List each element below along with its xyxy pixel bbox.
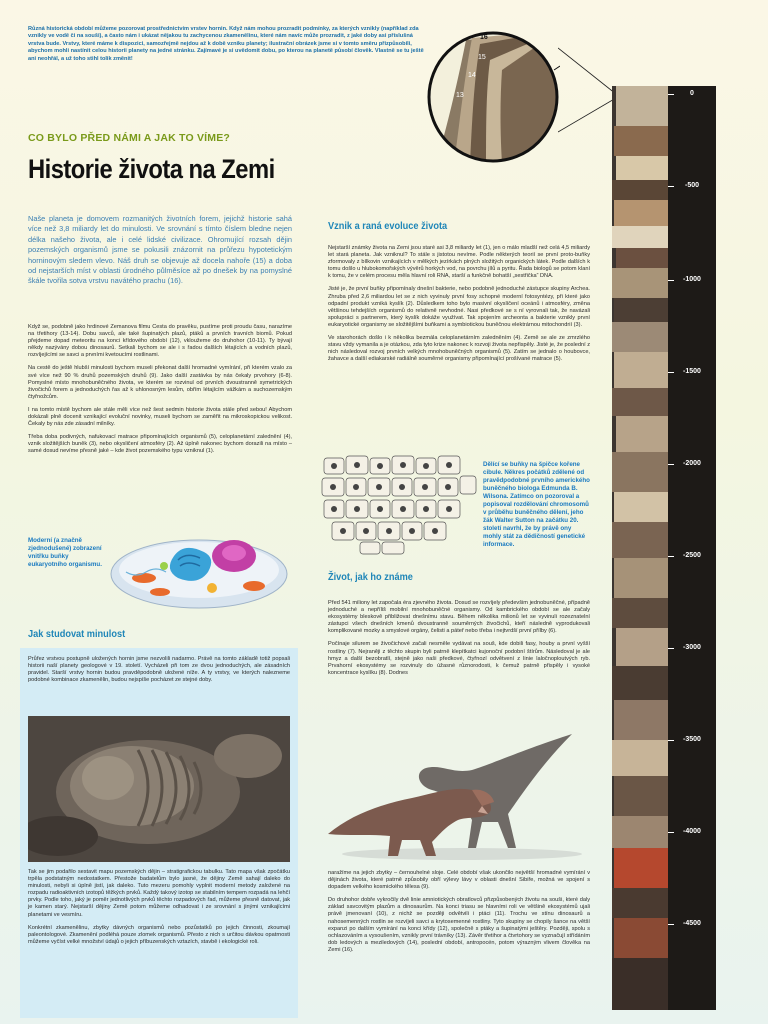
zoom-label-14: 14 [468, 72, 476, 79]
zoom-label-15: 15 [478, 54, 486, 61]
zoom-connector-lines [558, 40, 618, 150]
timeline-tick: -4500 [668, 920, 716, 927]
left-paragraph: I na tomto místě bychom ale stále měli více než šest sedmin historie života stále před sebou! Abychom dokázali plně docenit vznikající evoluční novinky, museli bychom se zaměřit na mikroskopickou velikost. Čekaly by nás zde zásadní milníky. [28, 406, 292, 428]
intro-note: Různá historická období můžeme pozorovat prostřednictvím vrstev hornin. Když nám mohou prozradit podmínky, za kterých vznikly (například zda vznikly ve vodě či na souši), a často nám i ukázat nějakou tu zachycenou zkamenělinu, které nám navíc může prozradit, z jaké doby asi příslušná vrstva bude. Vrstvy, které máme k dispozici, samozřejmě nejdou až k době vzniku planety; ilustrační obrázek jsme si v tomto směru přizpůsobili, abychom mohli nastínit celou historii planety na jedné stránku. Zajímavé je si uvědomit dobu, po kterou na planetě působí člověk. Vlastně se tu ještě ani neohřál, a už toho stihl tolik změnit! [28, 26, 424, 62]
trilobite-fossil-photo [28, 716, 290, 862]
strata-zoom-circle [426, 30, 560, 164]
timeline-tick: -3000 [668, 644, 716, 651]
study-paragraph: Tak se jim podařilo sestavit mapu pozemských dějin – stratigrafickou tabulku. Tato mapa však zpočátku trpěla podstatným nedostatkem. Přestože badatelům bylo jasné, že dějiny Země sahají daleko do minulosti, nebyli si úplně jistí, jak daleko. Tuto mezeru pomohly vyplnit moderní metody založené na rozpadu radioaktivních izotopů těžkých prvků. Každý takový izotop se stabilním tempem rozpadá na lehčí prvky. Podle toho, jaký je poměr jednotlivých prvků těchto rozpadových řad, můžeme přesně datovat, jak je kamen starý. Nejstarší dějiny Země potom můžeme odhadovat i ze srovnání s jinými vznikajícími planetami ve vesmíru. [28, 869, 290, 918]
kicker: CO BYLO PŘED NÁMI A JAK TO VÍME? [28, 132, 231, 144]
study-paragraph: Konkrétní zkamenělinu, zbytky dávných organismů nebo pozůstatků po jejich činnosti, zkoumají paleontologové. Zkamenění podléhá pouze zlomek organismů. Přesto z nich s určitou dávkou opatrnosti můžeme vyčíst velké množství údajů o jejich příbuzenských vztazích, stavbě i ekologické roli. [28, 924, 290, 945]
timeline-tick: 0 [668, 90, 716, 97]
timeline-tick: -3500 [668, 736, 716, 743]
left-paragraph: Když se, podobně jako hrdinové Zemanova filmu Cesta do pravěku, pustíme proti proudu času, narazíme na třetihory (13-14). Dobu savců, ale také šupinatých plazů, ptáků a prvních travních biomů. Pokud přejdeme dopad meteoritu na konci křídového období (12), vkloužeme do druhohor (10-11). Ty bývají někdy nazývány dobou dinosaurů. Setkali bychom se ale i s řadou dalších létajících a vodních plazů, rozvíjejícími se savci a prvními kvetoucími rostlinami. [28, 324, 292, 359]
timeline-tick: -4000 [668, 828, 716, 835]
timeline-scale [668, 86, 716, 1010]
life-paragraph: Do druhohor dobře vykročily dvě linie amniotických obratlovců přizpůsobených životu na souši, které daly základ savcovitým plazům a dinosaurům. Na konci triasu se hlavními roli ve většině ekosystémů ujali právě jmenovaní (10), z nichž se později odvětvili i ptáci (11). Trochu ve stínu dinosaurů a nahosemenných rostlin se rozvíjeli savci a krytosemenné rostliny. Tyto skupiny se chopily šance na větší expanzi po dalším vymírání na konci křídy (12), společně s ptáky a šupinatými ještěry. Později, spolu s ochlazováním a vysoušením, vznikly první trávníky (13). Závěr třetihor a čtvrtohory se vyznačují střídáním dob ledových a meziledových (14), poslední období, antropocén, potom výrazným vlivem člověka na Zemi (16). [328, 897, 590, 953]
timeline-tick: -2500 [668, 552, 716, 559]
origin-column [328, 245, 590, 363]
timeline-tick: -500 [668, 182, 716, 189]
life-column-continued [328, 870, 590, 954]
page-title: Historie života na Zemi [28, 154, 275, 184]
timeline-tick: -1000 [668, 276, 716, 283]
life-heading: Život, jak ho známe [328, 572, 413, 583]
origin-heading: Vznik a raná evoluce života [328, 221, 448, 232]
lead-paragraph: Naše planeta je domovem rozmanitých životních forem, jejichž historie sahá více než 3,8 miliardy let do minulosti. Ve srovnání s tímto číslem bledne nejen délka našeho života, ale i celé lidské civilizace. Ohromující rozsah dějin pozemských organismů jsme se pokusili znázornit na průřezu hypotetickým horninovým sledem vlevo. Náš druh se objevuje až docela nahoře (15) a doba od nejstarších míst v oblasti úrodného půlměsíce až po dnešek by na pomyslné škále tvořila sotva vrstvu navátého prachu (16). [28, 214, 292, 286]
life-column [328, 600, 590, 677]
life-paragraph: naražíme na jejich zbytky – černouhelné sloje. Celé období však ukončilo největší hromadné vymírání v dějinách života, které patrně způsobily obří výlevy lávy v oblasti dnešní Sibiře, možná ve spojení s dopadem velkého kosmického tělesa (9). [328, 870, 590, 891]
dinosaur-illustration [322, 724, 592, 864]
rock-strata-column [612, 86, 668, 1010]
study-heading: Jak studovat minulost [28, 629, 126, 640]
cell-caption: Moderní (a značně zjednodušené) zobrazení vnitřku buňky eukaryotního organismu. [28, 537, 102, 568]
origin-paragraph: Jisté je, že první buňky připomínaly dnešní bakterie, nebo podobně jednoduché zástupce skupiny Archea. Zhruba před 2,6 miliardou let se z nich vyvinuly první fosy schopné moderní fotosyntézy, při které jako odpadní produkt vzniká kyslík (2). Důsledkem toho bylo masivní okyslíčení oceánů i atmosféry, změna většinou tehdejších organismů do relativně nevhodné. Nasi předkové se s ní vyrovnali tak, že navázali spolupráci s partnerem, který kyslík dokáže využívat. Tak spojením archeonta a bakterie vznikly první eukaryotické organismy se složitějšími buňkami a symbiotickou buněčnou elektrárnou mitochondrií (3). [328, 286, 590, 328]
onion-root-cells-drawing [320, 452, 478, 556]
zoom-label-16: 16 [480, 34, 488, 41]
life-paragraph: Počínaje silurem se živočichové začali nesměle vydávat na souš, kde dobili fasy, houby a první vyšší rostliny (7). Nejraněji z těchto skupin byli patrně klepítkatci kujonoční podobní štírům. Následoval je ale hmyz a další bezobratlí, stejně jako naši předkové, čtyřnozí odvětvení z linie laločnoploutvých ryb. Prvahorní ekosystémy se rozvinuly do úžasné různorodosti, k čemuž patrně přispěly i vysoké koncentrace kyslíku (8). Dodnes [328, 641, 590, 676]
study-paragraph-top: Průřez vrstvou postupně uložených hornin jsme nezvolili nadarmo. Právě na tomto základě totiž popsali historii naší planety geologové v 19. století. Vycházeli při tom ze dvou jednoduchých, ale zásadních pravidel. Starší vrstvy hornin budou pravděpodobně uložené níže. A ty vrstvy, ve kterých nalezneme podobné kombinace zkamenělin, budou nejspíše pocházet ze stejné doby. [28, 656, 290, 684]
timeline-tick: -2000 [668, 460, 716, 467]
left-paragraph: Na cestě do ještě hlubší minulosti bychom museli překonat další hromadné vymírání, při kterém vzalo za své více než 90 % druhů pozemských druhů (9). Jako další zastávka by nás čekaly prvohory (6-8). Pomyslné místo mnohobuněčného života, ve kterém se rozvinul od prvních dvoustranně symetrických živočichů forem a jednoduchých řas až k uhlonosným lesům, obřím létajícím vážkám a suchozemským čtyřnožcům. [28, 365, 292, 400]
zoom-label-13: 13 [456, 92, 464, 99]
study-bottom-text [28, 869, 290, 946]
eukaryotic-cell-illustration [104, 526, 290, 610]
left-paragraph: Třeba doba podivných, nafukovací matrace připomínajících organismů (5), celoplanetární zalednění (4), vznik složitějších buněk (3), nebo okysličení atmosféry (2). Až úplně nakonec bychom dorazili na místo – samé dosud nevíme přesně jaké – kde život pozemského typu vzniknul (1). [28, 434, 292, 455]
left-column [28, 324, 292, 456]
origin-paragraph: Nejstarší známky života na Zemi jsou staré asi 3,8 miliardy let (1), jen o málo mladší než celá 4,5 miliardy let stará planeta. Jak vzniknul? To stále s jistotou nevíme. Podle některých teorií se první proto-buňky zformovaly z bílkovin vznikajících v mělkých jezírkách plných složitých organických látek. Podle dalších k tomu došlo u hlubokomořských vývěrů horkých vod, na povrchu jílů a pyritu. Řada biologů se potom klaní k tomu, že v celém procesu měla hlavní roli RNA, starší a funkčně bohatší „sestřička“ DNA. [328, 245, 590, 280]
cells-caption: Dělící se buňky na špičce kořene cibule. Někres počátků zdělené od pravědpodobné prvního amerického buněčného biologa Edmunda B. Wilsona. Zatímco on pozoroval a popisoval rozdělování chromosomů v průběhu buněčného dělení, jeho žák Walter Sutton na začátku 20. století navrhl, že by právě ony mohly stát za dědičností genetické informace. [483, 461, 590, 548]
origin-paragraph: Ve starohorách došlo i k několika bezmála celoplanetárním zaledněním (4). Země se ale ze zmrzlého stavu vždy vymanila a je otázkou, zda tyto krize nakonec k rozvoji života nepřispěly. Jisté je, že poslední z nich následoval rozvoj prvních velkých mnohobuněčných organismů (5). Zatím se jednalo o houbovce, žahavce a další ediakarské radiálně souměrné organismy připomínající prošívané matrace (5). [328, 335, 590, 363]
timeline-tick: -1500 [668, 368, 716, 375]
life-paragraph: Před 541 miliony let započala éra zjevného života. Dosud se rozvíjely předevšim jednobuněčné, případně jednoduché a nepříliš mobilní mnohobuněčné organismy. Od kambrického období se ale začaly ekosystémy bleskově přibližovat dnešnímu stavu. Během několika milionů let se vyvinuli rozeznatelní zástupci všech dnešních kmenů dvoustranně souměrných živočichů, kteří následně vyprodukovali komplikované mozky a smyslové orgány, čelisti a páteř nebo třeba i nejtvrdší první přílby (6). [328, 600, 590, 635]
